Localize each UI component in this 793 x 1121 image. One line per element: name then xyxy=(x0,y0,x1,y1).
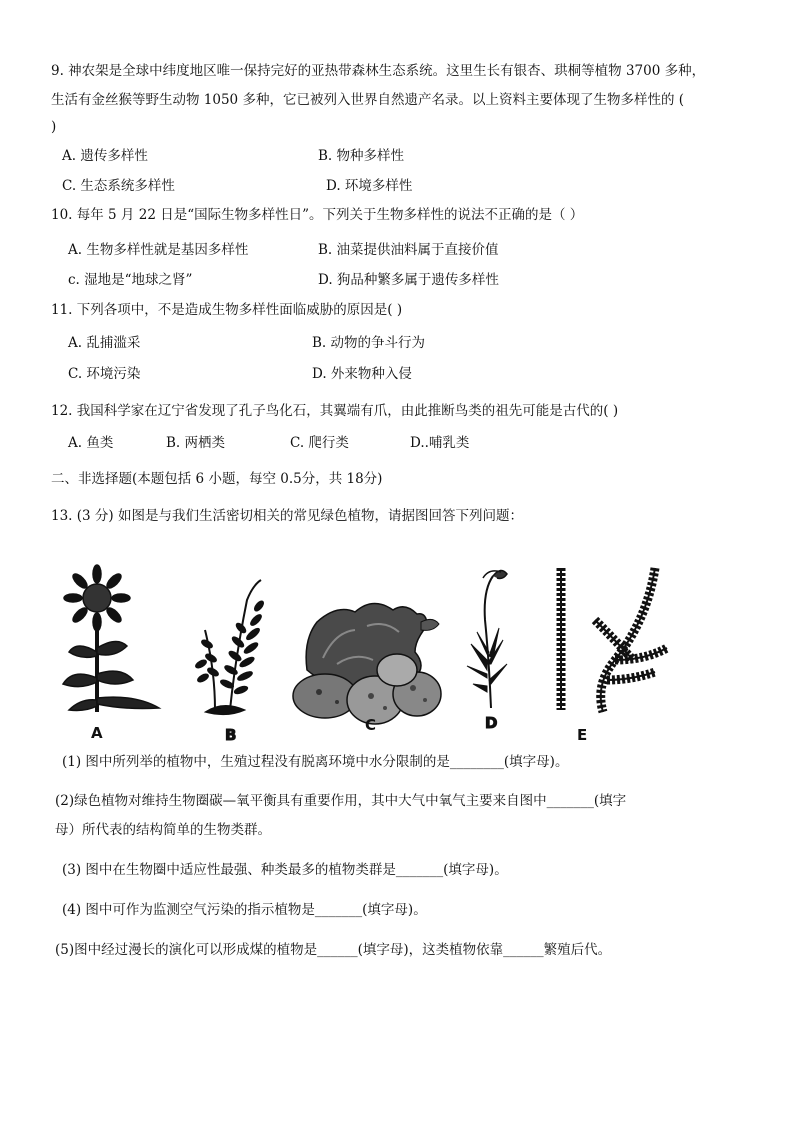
algae-illustration xyxy=(561,568,667,744)
q11-option-a: A. 乱捕滥采 xyxy=(68,335,141,351)
q13-stem: 13. (3 分) 如图是与我们生活密切相关的常见绿色植物，请据图回答下列问题： xyxy=(51,508,523,524)
q9-option-a: A. 遗传多样性 xyxy=(62,148,148,164)
q13-sub2-line2: 母）所代表的结构简单的生物类群。 xyxy=(55,822,271,838)
q13-sub3: (3) 图中在生物圈中适应性最强、种类最多的植物类群是_______(填字母)。 xyxy=(62,862,508,878)
sunflower-illustration xyxy=(63,565,159,742)
figure-label-d: D xyxy=(485,714,498,732)
q12-stem: 12. 我国科学家在辽宁省发现了孔子鸟化石，其翼端有爪，由此推断鸟类的祖先可能是古代的( ) xyxy=(51,403,619,419)
q13-sub1: (1) 图中所列举的植物中，生殖过程没有脱离环境中水分限制的是________(填字母)。 xyxy=(62,754,569,770)
q9-stem-line1: 9. 神农架是全球中纬度地区唯一保持完好的亚热带森林生态系统。这里生长有银杏、珙桐等植物 3700 多种， xyxy=(51,63,706,79)
q12-option-d: D..哺乳类 xyxy=(410,435,470,451)
section-heading: 二、非选择题(本题包括 6 小题，每空 0.5分，共 18分) xyxy=(51,471,383,487)
plants-figure xyxy=(55,560,695,745)
q11-option-d: D. 外来物种入侵 xyxy=(312,366,412,382)
q13-sub2-line1: (2)绿色植物对维持生物圈碳—氧平衡具有重要作用，其中大气中氧气主要来自图中_______(填字 xyxy=(55,793,627,809)
q13-sub4: (4) 图中可作为监测空气污染的指示植物是_______(填字母)。 xyxy=(62,902,427,918)
q9-option-c: C. 生态系统多样性 xyxy=(62,178,175,194)
q10-option-b: B. 油菜提供油料属于直接价值 xyxy=(318,242,499,258)
q10-option-a: A. 生物多样性就是基因多样性 xyxy=(68,242,249,258)
q11-option-b: B. 动物的争斗行为 xyxy=(312,335,426,351)
q11-stem: 11. 下列各项中，不是造成生物多样性面临威胁的原因是( ) xyxy=(51,302,403,318)
fern-illustration xyxy=(194,580,265,744)
figure-label-c: C xyxy=(365,716,377,734)
q12-option-c: C. 爬行类 xyxy=(290,435,349,451)
q10-option-c: c. 湿地是“地球之肾” xyxy=(68,272,193,288)
q13-sub5: (5)图中经过漫长的演化可以形成煤的植物是______(填字母)，这类植物依靠______繁殖后代。 xyxy=(55,942,612,958)
figure-label-b: B xyxy=(225,726,237,744)
figure-label-e: E xyxy=(577,726,588,744)
q9-option-b: B. 物种多样性 xyxy=(318,148,405,164)
moss-illustration xyxy=(467,570,507,732)
q12-option-a: A. 鱼类 xyxy=(68,435,114,451)
q9-stem-line2: 生活有金丝猴等野生动物 1050 多种，它已被列入世界自然遗产名录。以上资料主要体现了生物多样性的 ( xyxy=(51,92,684,108)
q11-option-c: C. 环境污染 xyxy=(68,366,141,382)
q9-stem-line3: ) xyxy=(51,119,57,135)
lichen-illustration xyxy=(293,603,441,734)
figure-label-a: A xyxy=(91,724,103,742)
q12-option-b: B. 两栖类 xyxy=(166,435,226,451)
q10-option-d: D. 狗品种繁多属于遗传多样性 xyxy=(318,272,499,288)
q10-stem: 10. 每年 5 月 22 日是“国际生物多样性日”。下列关于生物多样性的说法不正确的是（ ） xyxy=(51,207,584,223)
q9-option-d: D. 环境多样性 xyxy=(326,178,413,194)
